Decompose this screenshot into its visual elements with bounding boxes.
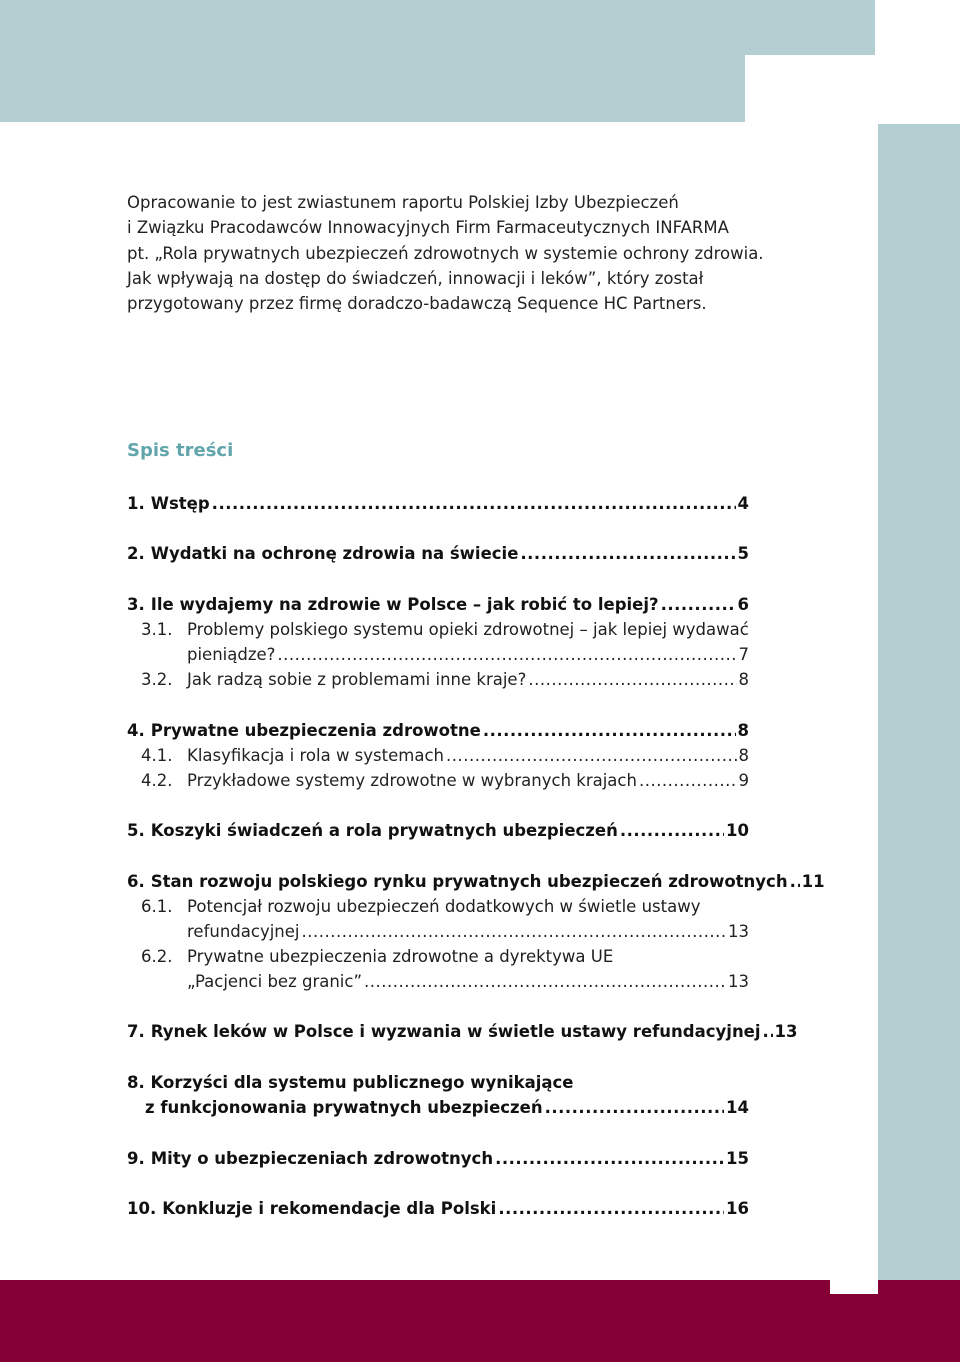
toc-entry-page: 13 — [728, 922, 749, 941]
toc-entry-6-2[interactable] — [127, 969, 749, 995]
toc-entry-title: Korzyści dla systemu publicznego wynikające — [150, 1073, 574, 1092]
toc-entry-page: 8 — [737, 721, 749, 740]
toc-entry-6[interactable] — [127, 869, 825, 895]
toc-entry-page: 6 — [737, 595, 749, 614]
intro-paragraph — [127, 190, 764, 316]
toc-entry-number: 6.2. — [141, 947, 173, 966]
toc-entry-page: 8 — [738, 670, 749, 689]
page-number-box — [830, 1276, 878, 1294]
toc-entry-page: 11 — [801, 872, 825, 891]
toc-entry-9[interactable] — [127, 1146, 749, 1172]
toc-entry-4[interactable] — [127, 718, 749, 744]
toc-entry-3-1[interactable] — [127, 642, 749, 668]
toc-entry-title: Problemy polskiego systemu opieki zdrowotnej – jak lepiej wydawać — [187, 620, 749, 639]
toc-dot-leader — [364, 969, 726, 995]
toc-dot-leader — [763, 1019, 773, 1045]
toc-entry-10[interactable] — [127, 1196, 749, 1222]
toc-entry-3-1-line1[interactable] — [141, 617, 749, 643]
page-number: 3 — [876, 1277, 888, 1296]
toc-entry-number: 6.1. — [141, 897, 173, 916]
toc-entry-title: Mity o ubezpieczeniach zdrowotnych — [150, 1149, 494, 1168]
toc-entry-title: Potencjał rozwoju ubezpieczeń dodatkowych w świetle ustawy — [187, 897, 701, 916]
decorative-band-top — [0, 0, 875, 55]
toc-entry-number: 2. — [127, 544, 145, 563]
toc-entry-8-line1[interactable] — [127, 1070, 749, 1096]
toc-entry-page: 13 — [728, 972, 749, 991]
intro-line: i Związku Pracodawców Innowacyjnych Firm Farmaceutycznych INFARMA — [127, 218, 729, 238]
toc-dot-leader — [498, 1196, 724, 1222]
toc-dot-leader — [495, 1146, 724, 1172]
toc-entry-title: Prywatne ubezpieczenia zdrowotne a dyrektywa UE — [187, 947, 614, 966]
toc-entry-number: 5. — [127, 821, 145, 840]
toc-entry-title-cont: pieniądze? — [187, 645, 276, 664]
toc-heading: Spis treści — [127, 440, 234, 461]
toc-entry-title: Jak radzą sobie z problemami inne kraje? — [187, 670, 527, 689]
toc-entry-number: 6. — [127, 872, 145, 891]
toc-entry-number: 4.1. — [141, 746, 173, 765]
toc-entry-3[interactable] — [127, 592, 749, 618]
toc-entry-6-1[interactable] — [127, 919, 749, 945]
toc-entry-page: 9 — [738, 771, 749, 790]
toc-entry-page: 13 — [774, 1022, 798, 1041]
toc-entry-6-1-line1[interactable] — [141, 894, 749, 920]
toc-dot-leader — [790, 869, 800, 895]
intro-line: pt. „Rola prywatnych ubezpieczeń zdrowotnych w systemie ochrony zdrowia. — [127, 243, 764, 263]
toc-entry-8[interactable] — [145, 1095, 749, 1121]
toc-entry-number: 4. — [127, 721, 145, 740]
toc-entry-6-2-line1[interactable] — [141, 944, 749, 970]
toc-entry-4-2[interactable] — [127, 768, 749, 794]
toc-entry-5[interactable] — [127, 818, 749, 844]
toc-entry-title: Koszyki świadczeń a rola prywatnych ubezpieczeń — [150, 821, 618, 840]
decorative-band-bottom — [0, 1280, 960, 1362]
toc-dot-leader — [446, 743, 737, 769]
toc-dot-leader — [620, 818, 724, 844]
toc-entry-page: 7 — [738, 645, 749, 664]
toc-entry-title: Wydatki na ochronę zdrowia na świecie — [150, 544, 519, 563]
toc-entry-page: 4 — [737, 494, 749, 513]
toc-entry-page: 14 — [726, 1098, 749, 1117]
toc-entry-title: Klasyfikacja i rola w systemach — [187, 746, 444, 765]
toc-entry-title-cont: refundacyjnej — [187, 922, 300, 941]
toc-entry-number: 3. — [127, 595, 145, 614]
toc-entry-page: 8 — [738, 746, 749, 765]
toc-entry-number: 3.1. — [141, 620, 173, 639]
intro-line: Jak wpływają na dostęp do świadczeń, innowacji i leków”, który został — [127, 268, 704, 288]
toc-dot-leader — [483, 718, 736, 744]
toc-entry-title: Rynek leków w Polsce i wyzwania w świetle ustawy refundacyjnej — [150, 1022, 761, 1041]
decorative-band-top-left — [0, 55, 745, 122]
toc-entry-1[interactable] — [127, 491, 749, 517]
toc-entry-title: Ile wydajemy na zdrowie w Polsce – jak robić to lepiej? — [150, 595, 659, 614]
toc-entry-number: 4.2. — [141, 771, 173, 790]
toc-entry-page: 5 — [737, 544, 749, 563]
decorative-band-right — [878, 124, 960, 1280]
toc-entry-title: Konkluzje i rekomendacje dla Polski — [162, 1199, 497, 1218]
toc-entry-number: 9. — [127, 1149, 145, 1168]
toc-entry-3-2[interactable] — [127, 667, 749, 693]
toc-entry-title: Wstęp — [150, 494, 210, 513]
toc-entry-title-cont: z funkcjonowania prywatnych ubezpieczeń — [145, 1098, 543, 1117]
toc-dot-leader — [212, 491, 736, 517]
toc-dot-leader — [277, 642, 736, 668]
toc-entry-number: 7. — [127, 1022, 145, 1041]
toc-entry-number: 1. — [127, 494, 145, 513]
toc-entry-number: 10. — [127, 1199, 157, 1218]
intro-line: Opracowanie to jest zwiastunem raportu Polskiej Izby Ubezpieczeń — [127, 193, 679, 212]
toc-dot-leader — [661, 592, 736, 618]
toc-entry-title: Przykładowe systemy zdrowotne w wybranych krajach — [187, 771, 637, 790]
toc-entry-page: 16 — [726, 1199, 749, 1218]
toc-dot-leader — [302, 919, 727, 945]
toc-entry-page: 10 — [726, 821, 749, 840]
toc-dot-leader — [545, 1095, 724, 1121]
toc-entry-title: Prywatne ubezpieczenia zdrowotne — [150, 721, 481, 740]
toc-dot-leader — [528, 667, 736, 693]
toc-entry-number: 3.2. — [141, 670, 173, 689]
toc-entry-7[interactable] — [127, 1019, 798, 1045]
toc-entry-title: Stan rozwoju polskiego rynku prywatnych ubezpieczeń zdrowotnych — [150, 872, 788, 891]
toc-entry-number: 8. — [127, 1073, 145, 1092]
toc-entry-page: 15 — [726, 1149, 749, 1168]
toc-dot-leader — [520, 541, 735, 567]
toc-entry-title-cont: „Pacjenci bez granic” — [187, 972, 363, 991]
toc-dot-leader — [639, 768, 737, 794]
toc-entry-4-1[interactable] — [127, 743, 749, 769]
toc-entry-2[interactable] — [127, 541, 749, 567]
intro-line: przygotowany przez firmę doradczo-badawczą Sequence HC Partners. — [127, 294, 707, 314]
